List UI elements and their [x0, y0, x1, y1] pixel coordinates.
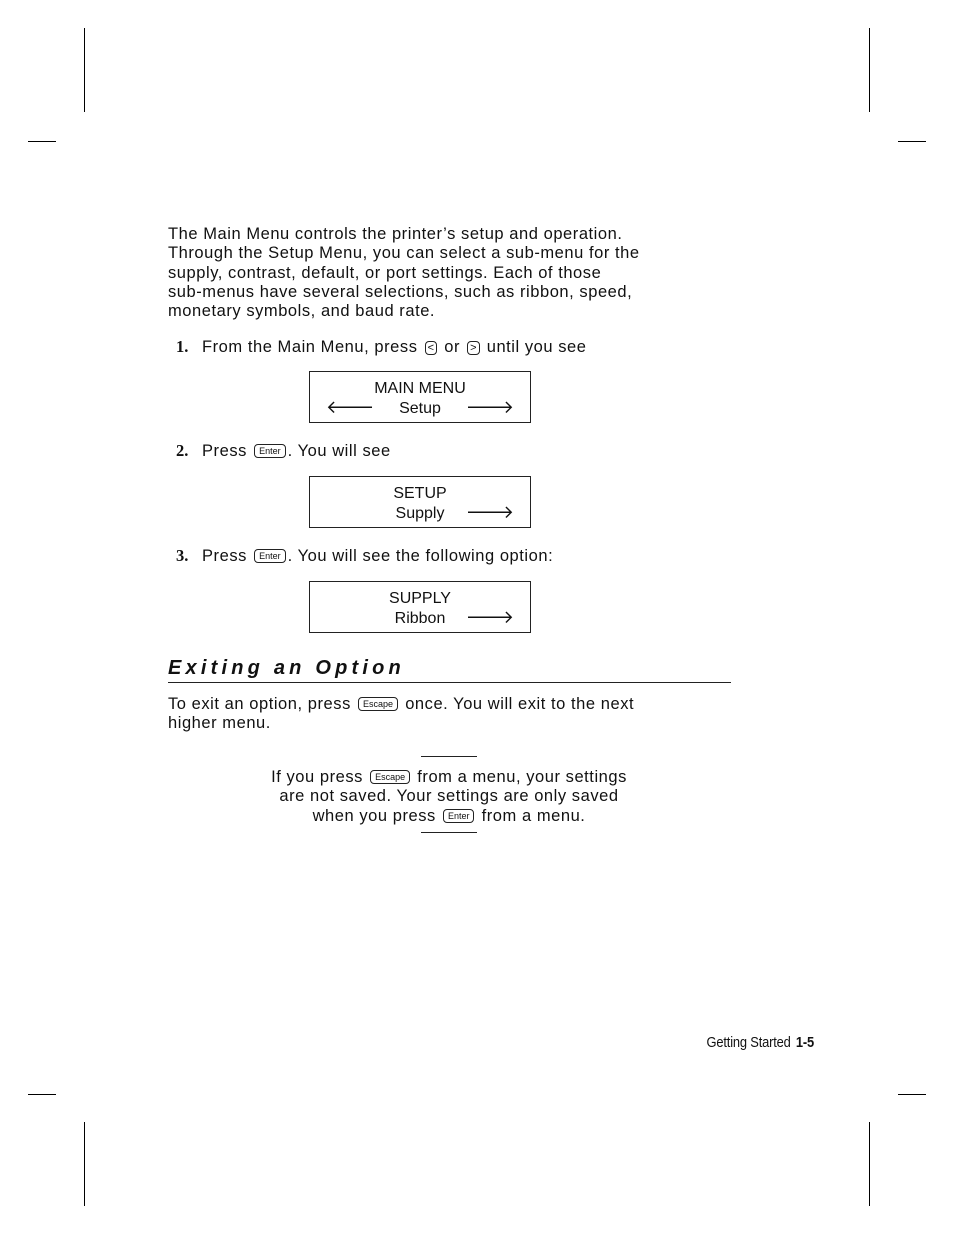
note-text: from a menu.: [481, 806, 586, 825]
crop-mark: [898, 1094, 926, 1095]
right-arrow-icon: 🡒: [465, 502, 514, 522]
step-text: . You will see: [287, 442, 391, 460]
exit-text: higher menu.: [168, 714, 271, 733]
section-heading: Exiting an Option: [168, 655, 731, 683]
escape-key-icon: Escape: [370, 770, 410, 784]
note-text: from a menu, your settings: [417, 768, 627, 786]
crop-mark: [869, 1122, 870, 1206]
step-text: Press: [202, 442, 247, 460]
step-number: 3.: [176, 546, 189, 565]
lcd-line-2: Supply: [395, 505, 445, 522]
lcd-line-2: Setup: [399, 400, 441, 417]
exit-text: To exit an option, press: [168, 695, 351, 713]
step-text: . You will see the following option:: [287, 547, 554, 565]
enter-key-icon: Enter: [254, 444, 286, 458]
right-key-icon: >: [467, 341, 479, 355]
enter-key-icon: Enter: [254, 549, 286, 563]
note-top-rule: [421, 756, 477, 757]
intro-line: Through the Setup Menu, you can select a sub-menu for the: [168, 244, 640, 263]
step-text: or: [444, 338, 460, 356]
exit-paragraph: [168, 695, 728, 734]
footer-section: Getting Started: [706, 1034, 791, 1051]
step-number: 1.: [176, 337, 189, 356]
right-arrow-icon: 🡒: [465, 607, 514, 627]
left-key-icon: <: [425, 341, 437, 355]
crop-mark: [869, 28, 870, 112]
step-text: until you see: [486, 338, 587, 356]
lcd-line-1: SUPPLY: [389, 590, 451, 607]
right-arrow-icon: 🡒: [465, 397, 514, 417]
crop-mark: [84, 28, 85, 112]
note-bottom-rule: [421, 832, 477, 833]
intro-line: sub-menus have several selections, such as ribbon, speed,: [168, 282, 633, 301]
note-text: If you press: [271, 768, 363, 786]
intro-line: supply, contrast, default, or port settings. Each of those: [168, 263, 602, 282]
enter-key-icon: Enter: [443, 809, 475, 823]
step-2: [176, 441, 391, 461]
intro-paragraph: [168, 225, 708, 321]
lcd-display-setup: [309, 476, 531, 528]
crop-mark: [898, 141, 926, 142]
page-number: 1-5: [795, 1034, 814, 1051]
lcd-display-main-menu: [309, 371, 531, 423]
note: [224, 768, 674, 826]
step-number: 2.: [176, 441, 189, 460]
exit-text: once. You will exit to the next: [405, 695, 635, 713]
step-3: [176, 546, 553, 566]
crop-mark: [28, 141, 56, 142]
escape-key-icon: Escape: [358, 697, 398, 711]
intro-line: The Main Menu controls the printer’s setup and operation.: [168, 225, 623, 243]
lcd-line-1: SETUP: [393, 485, 447, 502]
left-arrow-icon: 🡐: [326, 397, 375, 417]
crop-mark: [84, 1122, 85, 1206]
step-1: [176, 337, 587, 357]
intro-line: monetary symbols, and baud rate.: [168, 302, 436, 321]
page-footer: [707, 1034, 815, 1051]
lcd-display-supply: [309, 581, 531, 633]
crop-mark: [28, 1094, 56, 1095]
note-text: are not saved. Your settings are only saved: [279, 787, 619, 806]
note-text: when you press: [312, 806, 436, 825]
lcd-line-2: Ribbon: [394, 610, 446, 627]
step-text: Press: [202, 547, 247, 565]
lcd-line-1: MAIN MENU: [374, 380, 466, 397]
step-text: From the Main Menu, press: [202, 338, 418, 356]
